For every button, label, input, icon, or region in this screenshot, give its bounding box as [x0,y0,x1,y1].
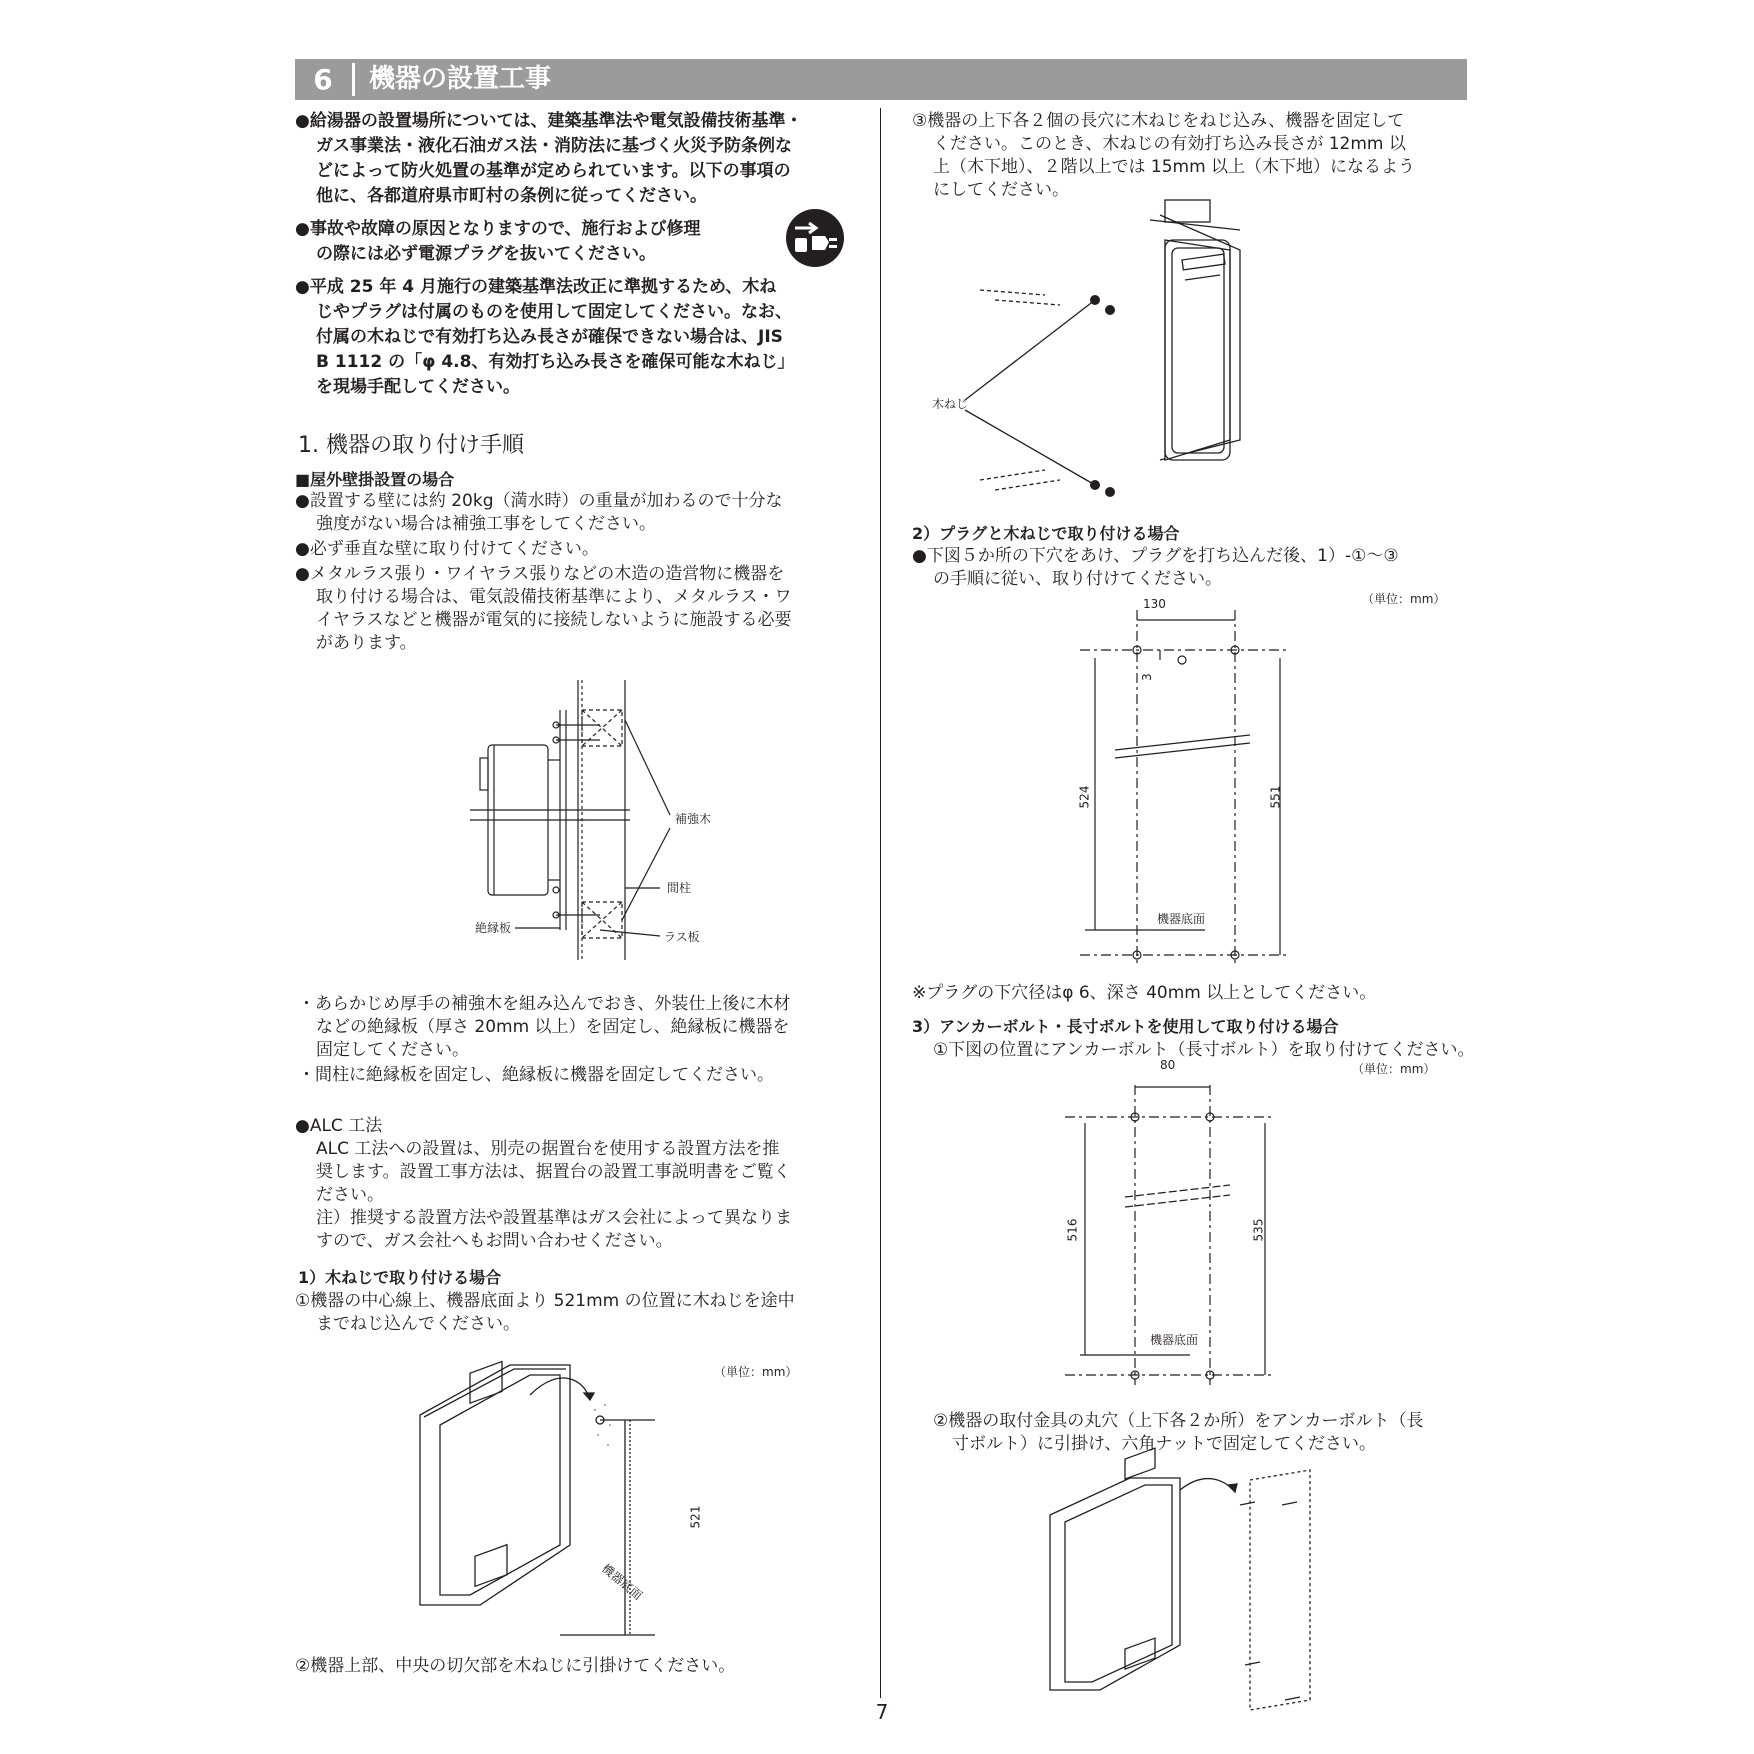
plug-bottom-label: 機器底面 [1157,912,1206,926]
anchor-step-1: ①下図の位置にアンカーボルト（長寸ボルト）を取り付けてください。 [933,1040,1475,1060]
section-title: 機器の設置工事 [369,64,552,94]
bottom-label-1: 機器底面 [599,1561,645,1603]
outdoor-title: ■屋外壁掛設置の場合 [295,470,455,489]
dim-521: 521 [688,1505,703,1529]
procedure-heading: 1. 機器の取り付け手順 [298,433,524,458]
anchor-mount-diagram [1040,1470,1340,1720]
unplug-icon [785,208,845,268]
page-number: 7 [875,1700,889,1724]
anchor-bottom-label: 機器底面 [1150,1333,1199,1347]
plug-note: ※プラグの下穴径はφ 6、深さ 40mm 以上としてください。 [912,983,1377,1003]
section-number: 6 [313,63,333,96]
column-divider [880,108,881,1698]
anchor-step-2: ②機器の取付金具の丸穴（上下各２か所）をアンカーボルト（長 [933,1411,1424,1431]
plug-text: ●下図５か所の下穴をあけ、プラグを打ち込んだ後、1）-①～③ [912,546,1399,566]
plug-dim-551: 551 [1268,785,1283,809]
plug-dim-130: 130 [1143,597,1166,611]
anchor-title: 3）アンカーボルト・長寸ボルトを使用して取り付ける場合 [912,1017,1339,1036]
wood-step-2: ②機器上部、中央の切欠部を木ねじに引掛けてください。 [295,1656,736,1676]
plug-title: 2）プラグと木ねじで取り付ける場合 [912,524,1180,543]
label-lath: ラス板 [664,930,700,944]
unit-label-1: （単位：mm） [714,1365,798,1379]
label-reinforce: 補強木 [675,812,712,826]
wood-step-1: ①機器の中心線上、機器底面より 521mm の位置に木ねじを途中 [295,1291,795,1311]
unit-label-2: （単位：mm） [1362,592,1446,606]
wood-screw-title: 1）木ねじで取り付ける場合 [298,1268,502,1287]
heater-front-diagram [920,200,1310,500]
label-insulation: 絶縁板 [475,921,512,935]
heater-screw-diagram [410,1355,720,1645]
section-header [295,59,1467,100]
label-stud: 間柱 [667,881,692,895]
screw-label: 木ねじ [932,397,969,411]
plug-dim-3: 3 [1139,673,1154,681]
anchor-dim-535: 535 [1251,1218,1266,1242]
unit-label-3: （単位：mm） [1352,1062,1436,1076]
anchor-dim-80: 80 [1160,1058,1176,1072]
plug-dim-524: 524 [1077,785,1092,809]
anchor-dim-516: 516 [1065,1218,1080,1242]
